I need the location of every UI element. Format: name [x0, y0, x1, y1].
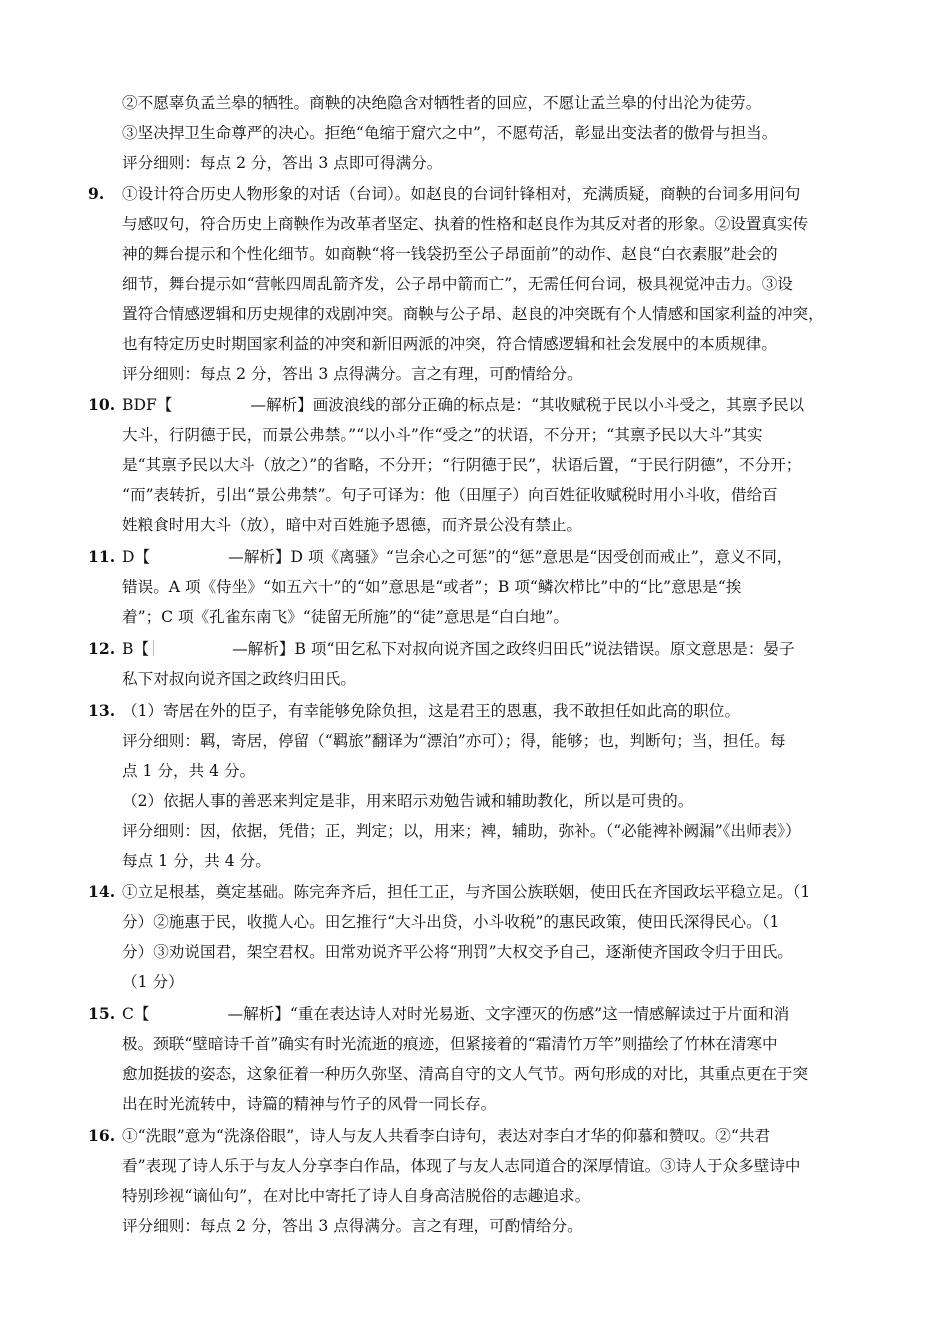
q15-line: 极。颈联“壁暗诗千首”确实有时光流逝的痕迹，但紧接着的“霜清竹万竿”则描绘了竹林在清寒中 [122, 1035, 778, 1053]
q16-line: 特别珍视“谪仙句”，在对比中寄托了诗人自身高洁脱俗的志趣追求。 [122, 1187, 591, 1205]
q10-line: “而”表转折，引出“景公弗禁”。句子可译为：他（田厘子）向百姓征收赋税时用小斗收，借给百 [122, 486, 778, 504]
q13-scoring-rule: 评分细则：因，依据，凭借；正，判定；以，用来；裨，辅助，弥补。（“必能裨补阙漏”《出师表》） [122, 822, 801, 840]
q10-line: 姓粮食时用大斗（放），暗中对百姓施予恩德，而齐景公没有禁止。 [122, 516, 583, 534]
q10-analysis-head: —解析】画波浪线的部分正确的标点是：“其收赋税于民以小斗受之，其禀予民以 [250, 396, 805, 414]
q9-line: ①设计符合历史人物形象的对话（台词）。如赵良的台词针锋相对，充满质疑，商鞅的台词多用问句 [122, 185, 801, 203]
q15-line: 出在时光流转中，诗篇的精神与竹子的风骨一同长存。 [122, 1095, 497, 1113]
q9-line: 神的舞台提示和个性化细节。如商鞅“将一钱袋扔至公子昂面前”的动作、赵良“白衣素服”赴会的 [122, 245, 778, 263]
q14-line: （1 分） [122, 973, 184, 991]
q14-line: 分）③劝说国君，架空君权。田常劝说齐平公将“刑罚”大权交予自己，逐渐使齐国政令归于田氏。 [122, 943, 793, 961]
question-number-9: 9. [88, 184, 105, 203]
question-number-15: 15. [88, 1004, 116, 1023]
q15-analysis-head: —解析】“重在表达诗人对时光易逝、文字湮灭的伤感”这一情感解读过于片面和消 [227, 1005, 790, 1023]
q13-line: 点 1 分，共 4 分。 [122, 762, 256, 780]
q9-line: 置符合情感逻辑和历史规律的戏剧冲突。商鞅与公子昂、赵良的冲突既有个人情感和国家利益的冲突， [122, 305, 824, 323]
q15-answer: C【 [122, 1005, 150, 1023]
q9-line: 也有特定历史时期国家利益的冲突和新旧两派的冲突，符合情感逻辑和社会发展中的本质规律。 [122, 335, 777, 353]
q11-answer: D【 [122, 548, 151, 566]
q10-line: 大斗，行阴德于民，而景公弗禁。”“以小斗”作“受之”的状语，不分开；“其禀予民以大斗”其实 [122, 426, 763, 444]
q11-line: 错误。A 项《侍坐》“如五六十”的“如”意思是“或者”；B 项“鳞次栉比”中的“比”意思是“挨 [122, 578, 742, 596]
q14-line: 分）②施惠于民，收揽人心。田乞推行“大斗出贷，小斗收税”的惠民政策，使田氏深得民心。（1 [122, 913, 780, 931]
question-number-14: 14. [88, 882, 116, 901]
q11-line: 着”；C 项《孔雀东南飞》“徒留无所施”的“徒”意思是“白白地”。 [122, 608, 569, 626]
q9-scoring-rule: 评分细则：每点 2 分，答出 3 点得满分。言之有理，可酌情给分。 [122, 365, 583, 383]
q9-line: 细节，舞台提示如“营帐四周乱箭齐发，公子昂中箭而亡”，无需任何台词，极具视觉冲击力。③设 [122, 275, 793, 293]
q10-answer: BDF【 [122, 396, 173, 414]
prev-answer-line: ②不愿辜负孟兰皋的牺牲。商鞅的决绝隐含对牺牲者的回应，不愿让孟兰皋的付出沦为徒劳。 [122, 94, 762, 112]
q9-line: 与感叹句，符合历史上商鞅作为改革者坚定、执着的性格和赵良作为其反对者的形象。②设置真实传 [122, 215, 809, 233]
q13-scoring-rule: 评分细则：羁，寄居，停留（“羁旅”翻译为“漂泊”亦可）；得，能够；也，判断句；当，担任。每 [122, 732, 786, 750]
q12-line: 私下对叔向说齐国之政终归田氏。 [122, 670, 356, 688]
q12-analysis-head: —解析】B 项“田乞私下对叔向说齐国之政终归田氏”说法错误。原文意思是：晏子 [232, 640, 795, 658]
question-number-11: 11. [88, 547, 116, 566]
q12-first-line [122, 638, 795, 660]
prev-answer-line: ③坚决捍卫生命尊严的决心。拒绝“龟缩于窟穴之中”，不愿苟活，彰显出变法者的傲骨与担当。 [122, 124, 778, 142]
q16-scoring-rule: 评分细则：每点 2 分，答出 3 点得满分。言之有理，可酌情给分。 [122, 1217, 583, 1235]
q15-first-line [122, 1003, 789, 1025]
question-number-13: 13. [88, 701, 116, 720]
q16-line: ①“洗眼”意为“洗涤俗眼”，诗人与友人共看李白诗句，表达对李白才华的仰慕和赞叹。②“共君 [122, 1127, 771, 1145]
question-number-12: 12. [88, 639, 116, 658]
q14-line: ①立足根基，奠定基础。陈完奔齐后，担任工正，与齐国公族联姻，使田氏在齐国政坛平稳立足。（1 [122, 883, 811, 901]
q10-line: 是“其禀予民以大斗（放之）”的省略，不分开；“行阴德于民”，状语后置，“于民行阴德”，不分开； [122, 456, 802, 474]
question-number-10: 10. [88, 395, 116, 414]
q15-line: 愈加挺拔的姿态，这象征着一种历久弥坚、清高自守的文人气节。两句形成的对比，其重点更在于突 [122, 1065, 809, 1083]
q12-answer: B【 [122, 640, 150, 658]
q13-line: （1）寄居在外的臣子，有幸能够免除负担，这是君王的恩惠，我不敢担任如此高的职位。 [122, 702, 741, 720]
q16-line: 看”表现了诗人乐于与友人分享李白作品，体现了与友人志同道合的深厚情谊。③诗人于众多壁诗中 [122, 1157, 801, 1175]
q11-first-line [122, 546, 792, 568]
q10-first-line [122, 394, 804, 416]
q11-analysis-head: —解析】D 项《离骚》“岂余心之可惩”的“惩”意思是“因受创而戒止”，意义不同， [228, 548, 793, 566]
q13-line: 每点 1 分，共 4 分。 [122, 852, 271, 870]
question-number-16: 16. [88, 1126, 116, 1145]
q13-line: （2）依据人事的善恶来判定是非，用来昭示劝勉告诫和辅助教化，所以是可贵的。 [122, 792, 694, 810]
prev-scoring-rule: 评分细则：每点 2 分，答出 3 点即可得满分。 [122, 154, 443, 172]
